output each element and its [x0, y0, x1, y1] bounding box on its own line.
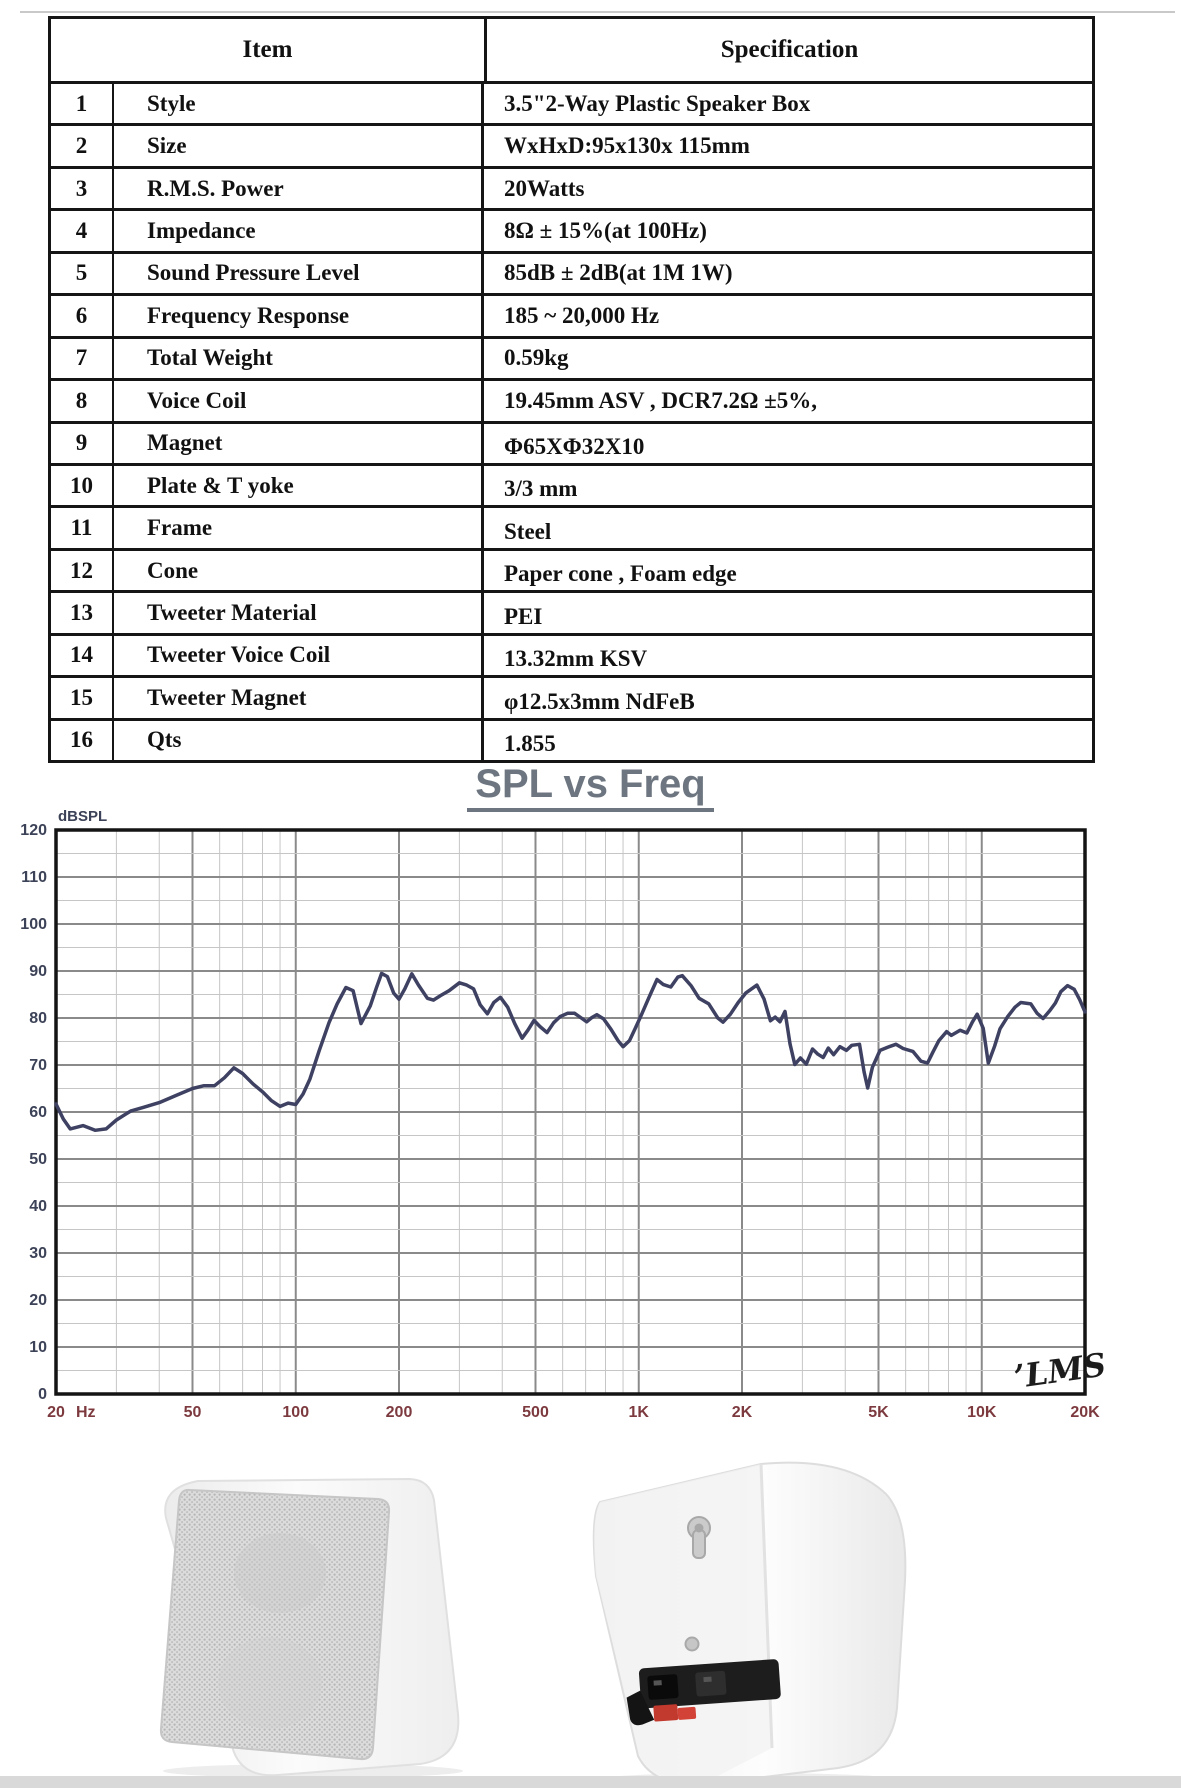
table-row	[51, 463, 1092, 505]
svg-text:70: 70	[29, 1057, 47, 1074]
screw-hole-icon	[686, 1638, 699, 1651]
svg-text:5K: 5K	[868, 1404, 889, 1421]
row-number: 8	[51, 381, 114, 420]
row-number: 13	[51, 593, 114, 632]
item-name: Frame	[114, 508, 484, 547]
spec-value: 3.5"2-Way Plastic Speaker Box	[504, 90, 811, 116]
terminal-clip-red-2	[677, 1707, 696, 1720]
speaker-front-photo	[128, 1478, 464, 1778]
table-row	[51, 718, 1092, 760]
row-number: 15	[51, 678, 114, 717]
row-number: 9	[51, 424, 114, 463]
table-row	[51, 378, 1092, 420]
table-row	[51, 590, 1092, 632]
item-name: Qts	[114, 721, 484, 760]
table-row	[51, 548, 1092, 590]
spec-value: φ12.5x3mm NdFeB	[504, 688, 695, 714]
top-divider	[20, 11, 1175, 13]
svg-text:60: 60	[29, 1104, 47, 1121]
svg-text:1K: 1K	[628, 1404, 649, 1421]
spec-value: PEI	[504, 603, 543, 629]
row-number: 16	[51, 721, 114, 760]
row-number: 12	[51, 551, 114, 590]
svg-text:20: 20	[29, 1292, 47, 1309]
svg-text:0: 0	[38, 1386, 47, 1403]
item-name: Tweeter Magnet	[114, 678, 484, 717]
spec-value: 19.45mm ASV , DCR7.2Ω ±5%,	[504, 387, 818, 413]
specification-table	[48, 16, 1095, 763]
spec-value: 3/3 mm	[504, 476, 578, 502]
svg-text:Hz: Hz	[76, 1404, 96, 1421]
woofer-shadow	[218, 1637, 322, 1729]
svg-text:40: 40	[29, 1198, 47, 1215]
svg-text:50: 50	[29, 1151, 47, 1168]
item-name: R.M.S. Power	[114, 169, 484, 208]
item-name: Magnet	[114, 424, 484, 463]
row-number: 10	[51, 466, 114, 505]
svg-text:110: 110	[21, 869, 47, 886]
table-row	[51, 675, 1092, 717]
spec-value: 0.59kg	[504, 345, 569, 371]
table-row	[51, 251, 1092, 293]
item-name: Voice Coil	[114, 381, 484, 420]
spec-value: 85dB ± 2dB(at 1M 1W)	[504, 260, 733, 286]
svg-text:90: 90	[29, 963, 47, 980]
svg-text:200: 200	[385, 1404, 413, 1421]
row-number: 11	[51, 508, 114, 547]
tweeter-shadow	[234, 1533, 326, 1613]
row-number: 5	[51, 254, 114, 293]
table-row	[51, 293, 1092, 335]
spec-value: 185 ~ 20,000 Hz	[504, 302, 660, 328]
keyhole-center	[695, 1524, 704, 1533]
item-name: Plate & T yoke	[114, 466, 484, 505]
item-name: Style	[114, 84, 484, 123]
svg-text:50: 50	[183, 1404, 202, 1421]
svg-text:100: 100	[282, 1404, 310, 1421]
item-name: Cone	[114, 551, 484, 590]
bottom-page-edge	[0, 1776, 1181, 1788]
spec-value: 8Ω ± 15%(at 100Hz)	[504, 218, 707, 244]
table-row	[51, 166, 1092, 208]
item-name: Size	[114, 126, 484, 165]
svg-text:80: 80	[29, 1010, 47, 1027]
keyhole-slot-icon	[693, 1530, 705, 1558]
spec-value: 1.855	[504, 731, 556, 756]
item-name: Tweeter Material	[114, 593, 484, 632]
row-number: 4	[51, 211, 114, 250]
item-column-header: Item	[242, 36, 293, 63]
item-name: Total Weight	[114, 339, 484, 378]
speaker-rear-photo	[556, 1456, 926, 1788]
item-name: Frequency Response	[114, 296, 484, 335]
spec-value: 20Watts	[504, 175, 585, 201]
row-number: 7	[51, 339, 114, 378]
svg-text:dBSPL: dBSPL	[58, 808, 108, 825]
specification-column-header: Specification	[484, 19, 1092, 81]
table-row	[51, 336, 1092, 378]
item-name: Sound Pressure Level	[114, 254, 484, 293]
table-row	[51, 208, 1092, 250]
table-header-row	[51, 19, 1092, 81]
row-number: 1	[51, 84, 114, 123]
speaker-back-panel	[594, 1464, 772, 1782]
svg-text:500: 500	[522, 1404, 549, 1421]
spec-value: WxHxD:95x130x 115mm	[504, 133, 750, 159]
row-number: 6	[51, 296, 114, 335]
spec-value: Steel	[504, 518, 552, 544]
item-name: Tweeter Voice Coil	[114, 636, 484, 675]
terminal-clip-red	[653, 1704, 678, 1722]
svg-text:120: 120	[20, 822, 47, 839]
svg-text:30: 30	[29, 1245, 47, 1262]
item-name: Impedance	[114, 211, 484, 250]
spec-value: Paper cone , Foam edge	[504, 561, 737, 587]
table-row	[51, 81, 1092, 123]
row-number: 2	[51, 126, 114, 165]
svg-text:2K: 2K	[731, 1404, 753, 1421]
svg-text:20K: 20K	[1070, 1404, 1100, 1421]
svg-text:10: 10	[29, 1339, 47, 1356]
svg-text:10K: 10K	[967, 1404, 997, 1421]
table-row	[51, 421, 1092, 463]
svg-text:20: 20	[47, 1404, 65, 1421]
svg-text:’LMS: ’LMS	[1011, 1345, 1109, 1396]
table-row	[51, 123, 1092, 165]
chart-title: SPL vs Freq	[0, 762, 1181, 807]
svg-text:100: 100	[20, 916, 47, 933]
table-row	[51, 633, 1092, 675]
spec-value: 13.32mm KSV	[504, 646, 648, 672]
row-number: 3	[51, 169, 114, 208]
table-row	[51, 505, 1092, 547]
spec-value: Φ65XΦ32X10	[504, 433, 645, 459]
row-number: 14	[51, 636, 114, 675]
